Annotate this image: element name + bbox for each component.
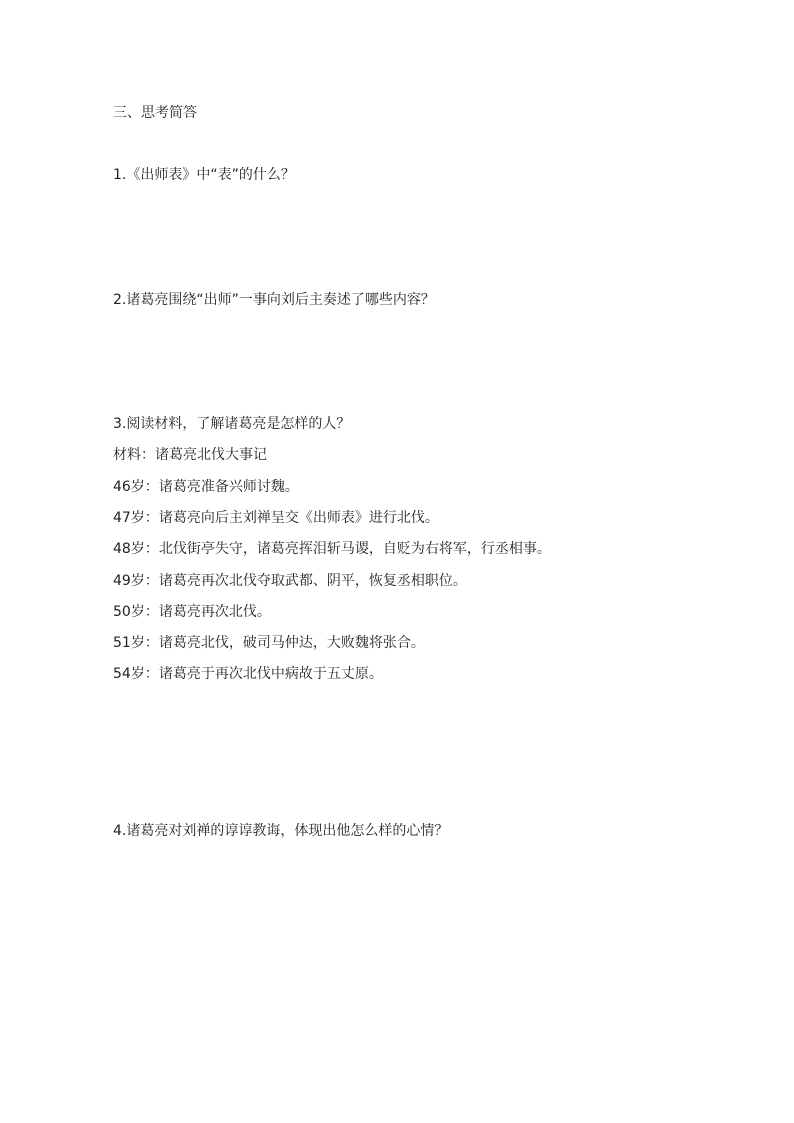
- material-event: 47岁：诸葛亮向后主刘禅呈交《出师表》进行北伐。: [113, 510, 439, 526]
- material-event: 49岁：诸葛亮再次北伐夺取武都、阴平，恢复丞相职位。: [113, 573, 467, 589]
- question-4: 4.诸葛亮对刘禅的谆谆教诲，体现出他怎么样的心情？: [113, 823, 449, 839]
- question-3: 3.阅读材料，了解诸葛亮是怎样的人？: [113, 416, 351, 432]
- material-event: 46岁：诸葛亮准备兴师讨魏。: [113, 479, 299, 495]
- section-heading: 三、思考简答: [113, 105, 197, 121]
- question-2: 2.诸葛亮围绕“出师”一事向刘后主奏述了哪些内容？: [113, 292, 435, 308]
- material-event: 48岁：北伐街亭失守，诸葛亮挥泪斩马谡，自贬为右将军，行丞相事。: [113, 541, 551, 557]
- question-1: 1.《出师表》中“表”的什么？: [113, 167, 295, 183]
- material-event: 51岁：诸葛亮北伐，破司马仲达，大败魏将张合。: [113, 635, 425, 651]
- material-title: 材料：诸葛亮北伐大事记: [113, 447, 267, 463]
- material-event: 54岁：诸葛亮于再次北伐中病故于五丈原。: [113, 666, 383, 682]
- material-event: 50岁：诸葛亮再次北伐。: [113, 604, 271, 620]
